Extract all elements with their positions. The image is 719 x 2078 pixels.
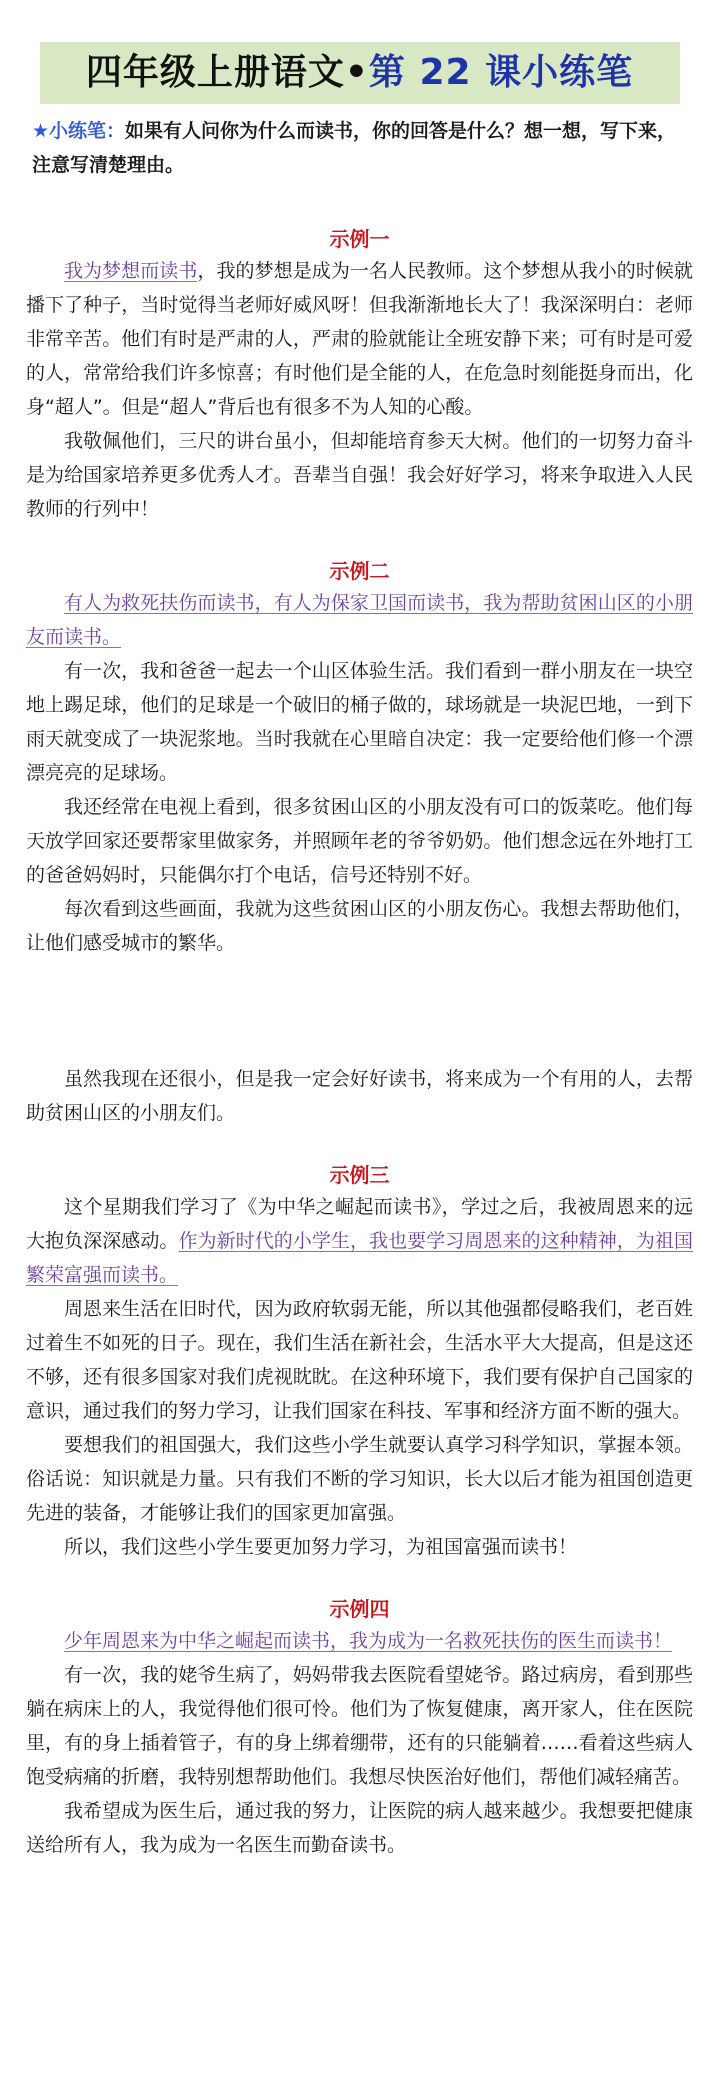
key-sentence: 少年周恩来为中华之崛起而读书，我为成为一名救死扶伤的医生而读书！ (64, 1630, 673, 1652)
key-sentence: 我为梦想而读书 (64, 260, 198, 282)
example-paragraph (26, 254, 693, 424)
example-paragraph: 有一次，我的姥爷生病了，妈妈带我去医院看望姥爷。路过病房，看到那些躺在病床上的人，我觉得他们很可怜。他们为了恢复健康，离开家人，住在医院里，有的身上插着管子，有的身上绑着绷带，还有的只能躺着……看着这些病人饱受病痛的折磨，我特别想帮助他们。我想尽快医治好他们，帮他们减轻痛苦。 (26, 1664, 693, 1788)
example-paragraph: 虽然我现在还很小，但是我一定会好好读书，将来成为一个有用的人，去帮助贫困山区的小朋友们。 (26, 1068, 693, 1124)
key-sentence: 作为新时代的小学生，我也要学习周恩来的这种精神，为祖国繁荣富强而读书。 (26, 1230, 693, 1286)
page-title (40, 42, 680, 104)
example-paragraph (26, 1624, 693, 1658)
example-4 (26, 1594, 693, 1862)
example-2 (26, 556, 693, 1130)
example-paragraph: 所以，我们这些小学生要更加努力学习，为祖国富强而读书！ (64, 1536, 578, 1558)
title-grade: 四年级上册语文• (85, 52, 369, 93)
prompt-label: ★小练笔： (32, 120, 126, 142)
key-sentence: 有人为救死扶伤而读书，有人为保家卫国而读书，我为帮助贫困山区的小朋友而读书。 (26, 592, 693, 648)
example-heading: 示例二 (329, 559, 390, 583)
example-paragraph: 我敬佩他们，三尺的讲台虽小，但却能培育参天大树。他们的一切努力奋斗是为给国家培养更多优秀人才。吾辈当自强！我会好好学习，将来争取进入人民教师的行列中！ (26, 430, 693, 520)
example-heading: 示例一 (329, 227, 390, 251)
example-paragraph (26, 586, 693, 654)
example-paragraph: 每次看到这些画面，我就为这些贫困山区的小朋友伤心。我想去帮助他们，让他们感受城市的繁华。 (26, 898, 693, 954)
example-paragraph: 要想我们的祖国强大，我们这些小学生就要认真学习科学知识，掌握本领。俗话说：知识就是力量。只有我们不断的学习知识，长大以后才能为祖国创造更先进的装备，才能够让我们的国家更加富强。 (26, 1434, 693, 1524)
example-paragraph: 我希望成为医生后，通过我的努力，让医院的病人越来越少。我想要把健康送给所有人，我为成为一名医生而勤奋读书。 (26, 1800, 693, 1856)
example-paragraph: 我还经常在电视上看到，很多贫困山区的小朋友没有可口的饭菜吃。他们每天放学回家还要帮家里做家务，并照顾年老的爷爷奶奶。他们想念远在外地打工的爸爸妈妈时，只能偶尔打个电话，信号还特别不好。 (26, 796, 693, 886)
prompt-text: 如果有人问你为什么而读书，你的回答是什么？想一想，写下来，注意写清楚理由。 (32, 120, 677, 176)
example-3 (26, 1160, 693, 1564)
document-page (0, 42, 719, 2078)
example-paragraph: 有一次，我和爸爸一起去一个山区体验生活。我们看到一群小朋友在一块空地上踢足球，他们的足球是一个破旧的桶子做的，球场就是一块泥巴地，一到下雨天就变成了一块泥浆地。当时我就在心里暗自决定：我一定要给他们修一个漂漂亮亮的足球场。 (26, 660, 693, 784)
title-lesson: 第 22 课小练笔 (368, 52, 634, 93)
example-paragraph: 周恩来生活在旧时代，因为政府软弱无能，所以其他强都侵略我们，老百姓过着生不如死的日子。现在，我们生活在新社会，生活水平大大提高，但是这还不够，还有很多国家对我们虎视眈眈。在这种环境下，我们要有保护自己国家的意识，通过我们的努力学习，让我们国家在科技、军事和经济方面不断的强大。 (26, 1298, 693, 1422)
example-paragraph (26, 1190, 693, 1292)
paragraph-text: 这个星期我们学习了《为中华之崛起而读书》，学过之后，我被周恩来的远大抱负深深感动。 (26, 1196, 693, 1252)
example-1 (26, 224, 693, 526)
example-heading: 示例四 (329, 1597, 390, 1621)
writing-prompt (32, 114, 693, 182)
example-heading: 示例三 (329, 1163, 390, 1187)
paragraph-text: ，我的梦想是成为一名人民教师。这个梦想从我小的时候就播下了种子，当时觉得当老师好威风呀！但我渐渐地长大了！我深深明白：老师非常辛苦。他们有时是严肃的人，严肃的脸就能让全班安静下来；可有时是可爱的人，常常给我们许多惊喜；有时他们是全能的人，在危急时刻能挺身而出，化身“超人”。但是“超人”背后也有很多不为人知的心酸。 (26, 260, 693, 418)
